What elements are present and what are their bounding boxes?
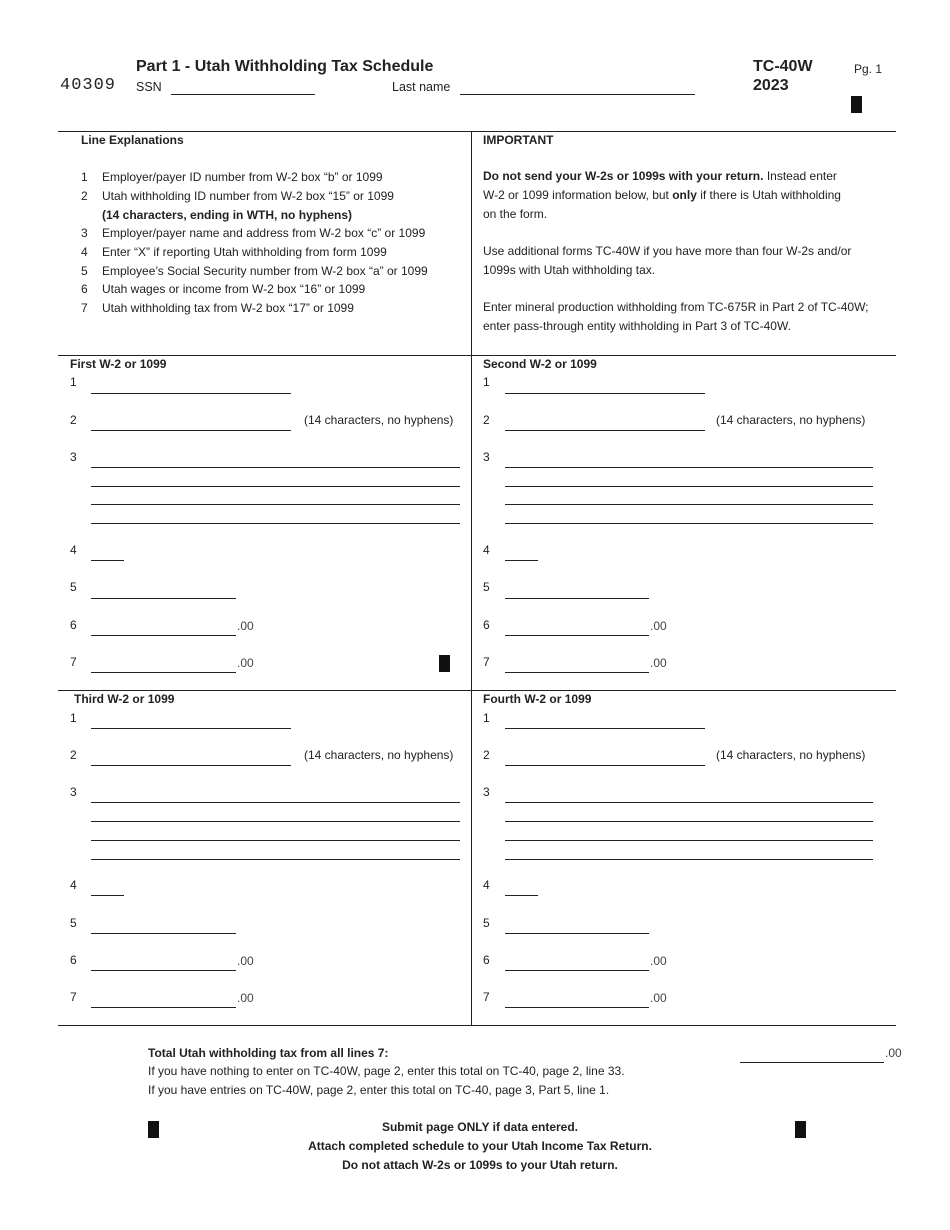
line-label-3: 3 xyxy=(483,450,490,464)
second-ssn-field[interactable] xyxy=(505,598,649,599)
fourth-withholding-field[interactable] xyxy=(505,1007,649,1008)
fourth-utah-id-field[interactable] xyxy=(505,765,705,766)
line-label-4: 4 xyxy=(483,543,490,557)
first-wages-field[interactable] xyxy=(91,635,236,636)
first-withholding-field[interactable] xyxy=(91,672,236,673)
cents-suffix: .00 xyxy=(237,619,254,633)
registration-mark xyxy=(439,655,450,672)
total-instruction-2: If you have entries on TC-40W, page 2, enter this total on TC-40, page 3, Part 5, line 1. xyxy=(148,1083,610,1097)
registration-mark xyxy=(148,1121,159,1138)
explanation-7: 7 Utah withholding tax from W-2 box “17” or 1099 xyxy=(81,301,354,315)
line-label-5: 5 xyxy=(70,580,77,594)
first-address-line-4[interactable] xyxy=(91,523,460,524)
line-label-3: 3 xyxy=(70,450,77,464)
total-label: Total Utah withholding tax from all lines 7: xyxy=(148,1046,389,1060)
cents-suffix: .00 xyxy=(885,1046,902,1060)
submit-note-3: Do not attach W-2s or 1099s to your Utah return. xyxy=(342,1158,618,1172)
rule-after-explanations xyxy=(58,355,896,356)
form-year: 2023 xyxy=(753,77,789,94)
cents-suffix: .00 xyxy=(237,656,254,670)
fourth-wages-field[interactable] xyxy=(505,970,649,971)
third-wages-field[interactable] xyxy=(91,970,236,971)
top-rule xyxy=(58,131,896,132)
line-label-5: 5 xyxy=(483,580,490,594)
section-title-second: Second W-2 or 1099 xyxy=(483,357,597,371)
cents-suffix: .00 xyxy=(237,954,254,968)
line-label-2: 2 xyxy=(483,413,490,427)
line-label-7: 7 xyxy=(483,655,490,669)
cents-suffix: .00 xyxy=(650,656,667,670)
hint-14-characters: (14 characters, no hyphens) xyxy=(716,748,866,762)
third-address-line-2[interactable] xyxy=(91,821,460,822)
cents-suffix: .00 xyxy=(650,954,667,968)
line-label-5: 5 xyxy=(70,916,77,930)
hint-14-characters: (14 characters, no hyphens) xyxy=(716,413,866,427)
hint-14-characters: (14 characters, no hyphens) xyxy=(304,413,454,427)
hint-14-characters: (14 characters, no hyphens) xyxy=(304,748,454,762)
rule-bottom xyxy=(58,1025,896,1026)
line-label-1: 1 xyxy=(483,375,490,389)
form-number: TC-40W xyxy=(753,58,813,75)
important-heading: IMPORTANT xyxy=(483,133,554,147)
line-label-4: 4 xyxy=(483,878,490,892)
line-label-6: 6 xyxy=(483,953,490,967)
first-ssn-field[interactable] xyxy=(91,598,236,599)
line-label-3: 3 xyxy=(70,785,77,799)
rule-middle xyxy=(58,690,896,691)
explanation-5: 5 Employee’s Social Security number from W-2 box “a” or 1099 xyxy=(81,264,428,278)
second-address-line-3[interactable] xyxy=(505,504,873,505)
line-label-1: 1 xyxy=(483,711,490,725)
submit-note-1: Submit page ONLY if data entered. xyxy=(381,1120,579,1134)
second-address-line-4[interactable] xyxy=(505,523,873,524)
fourth-ssn-field[interactable] xyxy=(505,933,649,934)
fourth-address-line-2[interactable] xyxy=(505,821,873,822)
cents-suffix: .00 xyxy=(650,991,667,1005)
second-wages-field[interactable] xyxy=(505,635,649,636)
line-label-2: 2 xyxy=(70,413,77,427)
third-utah-id-field[interactable] xyxy=(91,765,291,766)
second-employer-id-field[interactable] xyxy=(505,393,705,394)
explanation-2: 2 Utah withholding ID number from W-2 box “15” or 1099 xyxy=(81,189,394,203)
second-withholding-field[interactable] xyxy=(505,672,649,673)
line-label-7: 7 xyxy=(483,990,490,1004)
second-address-line-1[interactable] xyxy=(505,467,873,468)
first-address-line-1[interactable] xyxy=(91,467,460,468)
fourth-address-line-4[interactable] xyxy=(505,859,873,860)
fourth-employer-id-field[interactable] xyxy=(505,728,705,729)
first-1099-x-field[interactable] xyxy=(91,560,124,561)
line-label-5: 5 xyxy=(483,916,490,930)
important-text: Do not send your W-2s or 1099s with your return. Instead enter W-2 or 1099 information below, but only if there is Utah withholding on the form. Use additional forms TC-40W if you have more than four W-2s and/or 1099s with Utah withholding tax. Enter mineral production withholding from TC-675R in Part 2 of TC-40W; enter pass-through entity withholding in Part 3 of TC-40W. xyxy=(483,169,869,333)
line-label-4: 4 xyxy=(70,878,77,892)
registration-mark xyxy=(851,96,862,113)
total-withholding-field[interactable] xyxy=(740,1062,884,1063)
line-label-2: 2 xyxy=(483,748,490,762)
registration-mark xyxy=(795,1121,806,1138)
page-title: Part 1 - Utah Withholding Tax Schedule xyxy=(136,58,434,75)
fourth-1099-x-field[interactable] xyxy=(505,895,538,896)
section-title-fourth: Fourth W-2 or 1099 xyxy=(483,692,592,706)
line-label-1: 1 xyxy=(70,375,77,389)
third-withholding-field[interactable] xyxy=(91,1007,236,1008)
total-instruction-1: If you have nothing to enter on TC-40W, page 2, enter this total on TC-40, page 2, line 33. xyxy=(148,1064,625,1078)
explanation-6: 6 Utah wages or income from W-2 box “16” or 1099 xyxy=(81,282,366,296)
line-label-4: 4 xyxy=(70,543,77,557)
line-explanations-heading: Line Explanations xyxy=(81,133,184,147)
fourth-address-line-3[interactable] xyxy=(505,840,873,841)
line-label-6: 6 xyxy=(70,618,77,632)
first-address-line-3[interactable] xyxy=(91,504,460,505)
second-address-line-2[interactable] xyxy=(505,486,873,487)
third-1099-x-field[interactable] xyxy=(91,895,124,896)
line-label-7: 7 xyxy=(70,655,77,669)
fourth-address-line-1[interactable] xyxy=(505,802,873,803)
line-label-7: 7 xyxy=(70,990,77,1004)
explanation-4: 4 Enter “X” if reporting Utah withholding from form 1099 xyxy=(81,245,387,259)
line-label-6: 6 xyxy=(483,618,490,632)
explanation-3: 3 Employer/payer name and address from W-2 box “c” or 1099 xyxy=(81,226,426,240)
cents-suffix: .00 xyxy=(237,991,254,1005)
cents-suffix: .00 xyxy=(650,619,667,633)
line-label-3: 3 xyxy=(483,785,490,799)
submit-note-2: Attach completed schedule to your Utah Income Tax Return. xyxy=(308,1139,652,1153)
line-label-6: 6 xyxy=(70,953,77,967)
second-1099-x-field[interactable] xyxy=(505,560,538,561)
first-address-line-2[interactable] xyxy=(91,486,460,487)
first-employer-id-field[interactable] xyxy=(91,393,291,394)
page-number: Pg. 1 xyxy=(854,62,883,76)
first-utah-id-field[interactable] xyxy=(91,430,291,431)
third-address-line-4[interactable] xyxy=(91,859,460,860)
line-label-1: 1 xyxy=(70,711,77,725)
explanation-1: 1 Employer/payer ID number from W-2 box “b” or 1099 xyxy=(81,170,383,184)
explanation-2-note: (14 characters, ending in WTH, no hyphens) xyxy=(102,208,353,222)
second-utah-id-field[interactable] xyxy=(505,430,705,431)
form-code: 40309 xyxy=(60,76,117,95)
lastname-label: Last name xyxy=(392,80,451,94)
third-employer-id-field[interactable] xyxy=(91,728,291,729)
line-label-2: 2 xyxy=(70,748,77,762)
third-ssn-field[interactable] xyxy=(91,933,236,934)
lastname-field[interactable] xyxy=(460,94,695,95)
center-divider xyxy=(471,131,472,1025)
third-address-line-3[interactable] xyxy=(91,840,460,841)
section-title-first: First W-2 or 1099 xyxy=(70,357,167,371)
section-title-third: Third W-2 or 1099 xyxy=(74,692,175,706)
ssn-label: SSN xyxy=(136,80,162,94)
ssn-field[interactable] xyxy=(171,94,315,95)
third-address-line-1[interactable] xyxy=(91,802,460,803)
